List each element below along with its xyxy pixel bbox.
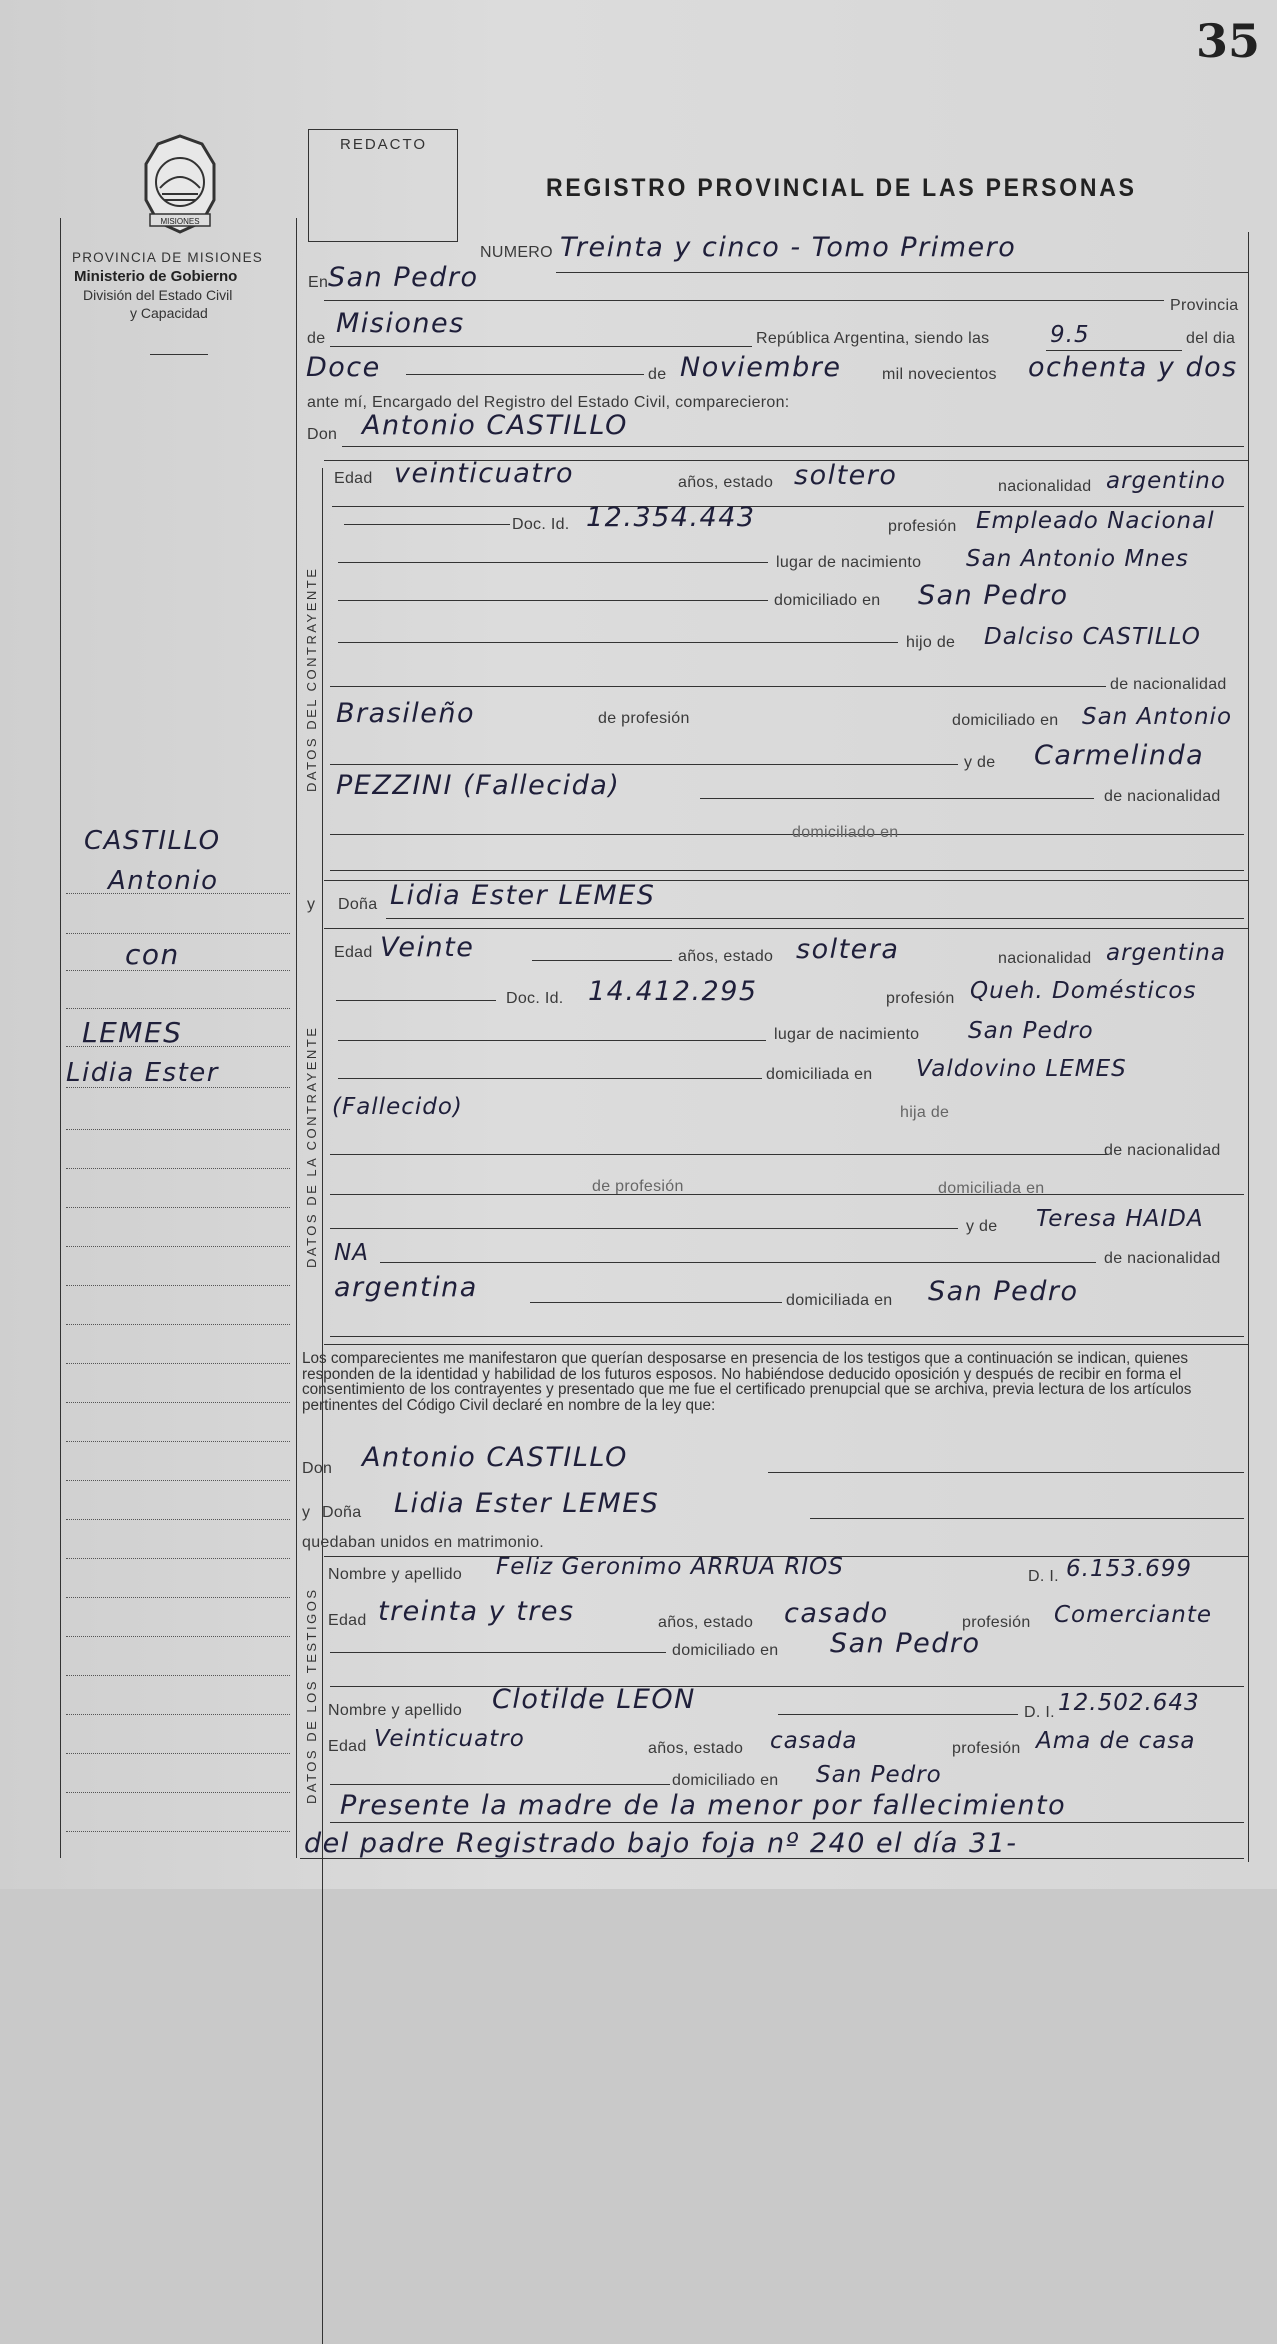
value-groom-edad: veinticuatro <box>394 458 574 489</box>
value-bride-madre: Teresa HAIDA <box>1036 1206 1204 1232</box>
declaration-paragraph: Los comparecientes me manifestaron que querían desposarse en presencia de los testigos que a continuación se indican, quienes responden de la identidad y habilidad de los futuros esposos. No habiéndose deducido oposición y después de recibir en forma el consentimiento de los contrayentes y presentado que me fue el certificado prenupcial que se archiva, previa lectura de los artículos pertinentes del Código Civil declaré en nombre de la ley que: <box>302 1350 1192 1414</box>
label-numero: NUMERO <box>480 244 553 261</box>
margin-note-line3: con <box>125 938 180 971</box>
value-w2-edad: Veinticuatro <box>374 1726 525 1752</box>
label-bride-madre-nac: de nacionalidad <box>1104 1250 1221 1267</box>
label-groom-y-de: y de <box>964 754 996 771</box>
value-w1-estado: casado <box>784 1598 889 1629</box>
margin-note-line2: Antonio <box>108 866 219 896</box>
value-groom-padre-nac: Brasileño <box>336 698 475 729</box>
label-groom-madre-nac: de nacionalidad <box>1104 788 1221 805</box>
issuer-province: PROVINCIA DE MISIONES <box>72 250 263 265</box>
label-bride-doc: Doc. Id. <box>506 990 564 1007</box>
issuer-capacity: y Capacidad <box>130 305 208 321</box>
label-del-dia: del dia <box>1186 330 1236 347</box>
value-bride-edad: Veinte <box>380 932 475 963</box>
value-numero: Treinta y cinco - Tomo Primero <box>560 232 1017 263</box>
seal-label: MISIONES <box>160 217 200 226</box>
label-w1-prof: profesión <box>962 1614 1031 1631</box>
label-w2-prof: profesión <box>952 1740 1021 1757</box>
value-hora: 9.5 <box>1050 322 1090 348</box>
value-bride-padre2: (Fallecido) <box>332 1094 463 1120</box>
label-w1-edad: Edad <box>328 1612 367 1629</box>
label-w2-dom: domiciliado en <box>672 1772 779 1789</box>
label-bride-padre-prof: de profesión <box>592 1178 684 1195</box>
value-w2-dom: San Pedro <box>816 1762 942 1788</box>
value-w1-edad: treinta y tres <box>378 1596 575 1627</box>
section-label-testigos: DATOS DE LOS TESTIGOS <box>304 1587 319 1804</box>
value-w1-dom: San Pedro <box>830 1628 981 1659</box>
label-groom-padre-prof: de profesión <box>598 710 690 727</box>
section-label-contrayente: DATOS DEL CONTRAYENTE <box>304 566 319 792</box>
label-groom-prof: profesión <box>888 518 957 535</box>
margin-note-line4: LEMES <box>82 1016 183 1049</box>
label-dona-2: Doña <box>322 1504 362 1521</box>
province-seal-icon <box>132 130 228 238</box>
value-w2-prof: Ama de casa <box>1036 1728 1196 1754</box>
issuer-ministry: Ministerio de Gobierno <box>74 268 238 285</box>
value-groom-prof: Empleado Nacional <box>976 508 1215 534</box>
value-don-2: Antonio CASTILLO <box>362 1442 628 1473</box>
value-bride-prof: Queh. Domésticos <box>970 978 1197 1004</box>
value-bride-padre: Valdovino LEMES <box>916 1056 1127 1082</box>
label-bride-nac: nacionalidad <box>998 950 1092 967</box>
value-groom-madre2: PEZZINI (Fallecida) <box>336 770 621 801</box>
label-bride-lugar: lugar de nacimiento <box>774 1026 920 1043</box>
label-groom-edad: Edad <box>334 470 373 487</box>
label-w2-anos: años, estado <box>648 1740 744 1757</box>
value-mes: Noviembre <box>680 352 842 383</box>
label-don: Don <box>307 426 338 443</box>
page-number: 35 <box>1196 14 1261 68</box>
value-bride-lugar: San Pedro <box>968 1018 1094 1044</box>
note-line2: del padre Registrado bajo foja nº 240 el día 31- <box>304 1828 1018 1859</box>
label-mil: mil novecientos <box>882 366 997 383</box>
label-quedaban: quedaban unidos en matrimonio. <box>302 1534 545 1551</box>
label-groom-padre-nac: de nacionalidad <box>1110 676 1227 693</box>
value-provincia: Misiones <box>336 308 465 339</box>
label-w2-nombre: Nombre y apellido <box>328 1702 463 1719</box>
label-dona: y <box>307 896 316 913</box>
label-groom-hijo: hijo de <box>906 634 956 651</box>
label-w1-di: D. I. <box>1028 1568 1059 1585</box>
value-w1-name: Feliz Geronimo ARRUA RIOS <box>496 1554 844 1580</box>
label-ante-mi: ante mí, Encargado del Registro del Estado Civil, comparecieron: <box>307 394 790 411</box>
label-w2-di: D. I. <box>1024 1704 1055 1721</box>
issuer-division: División del Estado Civil <box>83 287 233 303</box>
label-groom-doc: Doc. Id. <box>512 516 570 533</box>
margin-note-line1: CASTILLO <box>84 826 221 856</box>
stamp-label: REDACTO <box>340 136 428 153</box>
label-bride-anos: años, estado <box>678 948 774 965</box>
label-bride-edad: Edad <box>334 944 373 961</box>
label-republica: República Argentina, siendo las <box>756 330 990 347</box>
value-groom-padre-dom: San Antonio <box>1082 704 1233 730</box>
value-en: San Pedro <box>328 262 479 293</box>
margin-note-line5: Lidia Ester <box>66 1058 219 1088</box>
value-bride-estado: soltera <box>796 934 900 965</box>
label-bride-hija: hija de <box>900 1104 950 1121</box>
value-anio: ochenta y dos <box>1028 352 1238 383</box>
label-w1-anos: años, estado <box>658 1614 754 1631</box>
value-groom-estado: soltero <box>794 460 898 491</box>
label-bride-padre-dom: domiciliada en <box>938 1180 1045 1197</box>
label-groom-dom: domiciliado en <box>774 592 881 609</box>
label-bride-padre-nac: de nacionalidad <box>1104 1142 1221 1159</box>
value-groom-nac: argentino <box>1106 468 1226 494</box>
value-dona-2: Lidia Ester LEMES <box>394 1488 660 1519</box>
label-y-2: y <box>302 1504 311 1521</box>
redacto-stamp <box>308 129 458 242</box>
label-provincia: Provincia <box>1170 297 1239 314</box>
label-w2-edad: Edad <box>328 1738 367 1755</box>
label-bride-madre-dom: domiciliada en <box>786 1292 893 1309</box>
value-groom-lugar: San Antonio Mnes <box>966 546 1189 572</box>
value-bride-madre2: NA <box>334 1240 369 1266</box>
value-w1-prof: Comerciante <box>1054 1602 1213 1628</box>
value-groom-doc: 12.354.443 <box>586 502 756 533</box>
label-en: En <box>308 274 329 291</box>
label-groom-lugar: lugar de nacimiento <box>776 554 922 571</box>
value-w2-name: Clotilde LEON <box>492 1684 696 1715</box>
value-bride-doc: 14.412.295 <box>588 976 758 1007</box>
document-title: REGISTRO PROVINCIAL DE LAS PERSONAS <box>546 174 1137 202</box>
label-de: de <box>307 330 326 347</box>
label-bride-dom: domiciliada en <box>766 1066 873 1083</box>
label-groom-padre-dom: domiciliado en <box>952 712 1059 729</box>
label-w1-dom: domiciliado en <box>672 1642 779 1659</box>
value-groom-padre: Dalciso CASTILLO <box>984 624 1201 650</box>
value-w2-di: 12.502.643 <box>1058 1690 1200 1716</box>
value-groom-madre: Carmelinda <box>1034 740 1205 771</box>
label-de-mes: de <box>648 366 667 383</box>
label-bride-y-de: y de <box>966 1218 998 1235</box>
label-don-2: Don <box>302 1460 333 1477</box>
value-bride-madre-nac: argentina <box>334 1272 478 1303</box>
value-groom-dom: San Pedro <box>918 580 1069 611</box>
value-groom-name: Antonio CASTILLO <box>362 410 628 441</box>
label-groom-nac: nacionalidad <box>998 478 1092 495</box>
label-bride-prof: profesión <box>886 990 955 1007</box>
label-w1-nombre: Nombre y apellido <box>328 1566 463 1583</box>
section-label-contrayente-f: DATOS DE LA CONTRAYENTE <box>304 1025 319 1268</box>
label-groom-anos: años, estado <box>678 474 774 491</box>
label-dona-word: Doña <box>338 896 378 913</box>
value-bride-name: Lidia Ester LEMES <box>390 880 656 911</box>
value-w2-estado: casada <box>770 1728 858 1754</box>
value-bride-nac: argentina <box>1106 940 1226 966</box>
value-w1-di: 6.153.699 <box>1066 1556 1193 1582</box>
note-line1: Presente la madre de la menor por fallecimiento <box>340 1790 1067 1821</box>
value-dia: Doce <box>306 352 381 383</box>
value-bride-madre-dom: San Pedro <box>928 1276 1079 1307</box>
label-groom-madre-dom: domiciliado en <box>792 824 899 841</box>
